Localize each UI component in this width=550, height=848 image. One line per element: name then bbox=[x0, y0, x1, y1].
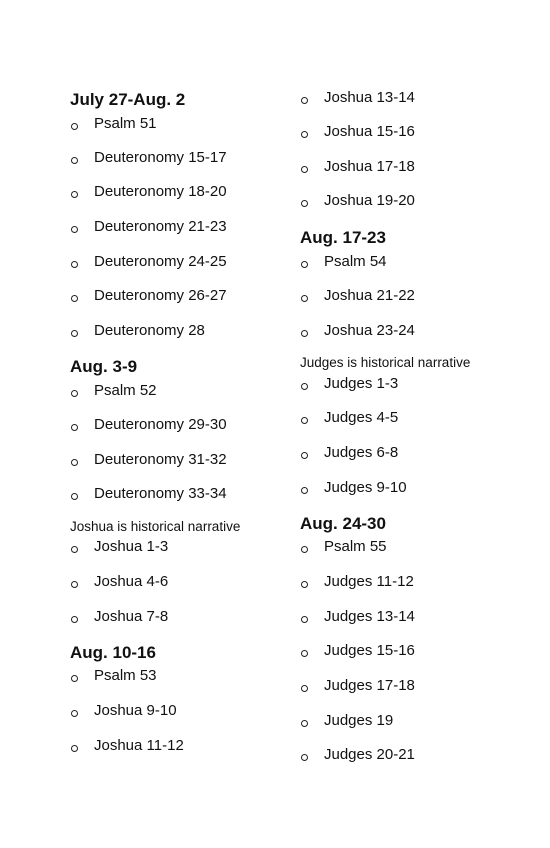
reading-item[interactable]: Deuteronomy 31-32 bbox=[70, 450, 227, 470]
reading-item[interactable]: Deuteronomy 28 bbox=[70, 321, 205, 341]
reading-item[interactable]: Judges 11-12 bbox=[300, 572, 414, 592]
checkbox-circle-icon[interactable] bbox=[301, 487, 308, 494]
reading-item[interactable]: Joshua 21-22 bbox=[300, 286, 415, 306]
reading-item[interactable]: Judges 6-8 bbox=[300, 443, 398, 463]
reading-item[interactable]: Judges 9-10 bbox=[300, 478, 407, 498]
checkbox-circle-icon[interactable] bbox=[71, 191, 78, 198]
checkbox-circle-icon[interactable] bbox=[301, 200, 308, 207]
checkbox-circle-icon[interactable] bbox=[301, 131, 308, 138]
checkbox-circle-icon[interactable] bbox=[71, 424, 78, 431]
week-heading: Aug. 24-30 bbox=[300, 514, 386, 533]
checkbox-circle-icon[interactable] bbox=[301, 417, 308, 424]
checkbox-circle-icon[interactable] bbox=[71, 745, 78, 752]
reading-item[interactable]: Joshua 7-8 bbox=[70, 607, 168, 627]
checkbox-circle-icon[interactable] bbox=[301, 650, 308, 657]
reading-item[interactable]: Joshua 1-3 bbox=[70, 537, 168, 557]
checkbox-circle-icon[interactable] bbox=[71, 157, 78, 164]
week-heading: Aug. 3-9 bbox=[70, 357, 138, 376]
reading-item[interactable]: Judges 15-16 bbox=[300, 641, 415, 661]
reading-item[interactable]: Joshua 9-10 bbox=[70, 701, 177, 721]
reading-item[interactable]: Joshua 11-12 bbox=[70, 736, 184, 756]
reading-item[interactable]: Psalm 53 bbox=[70, 666, 157, 686]
checkbox-circle-icon[interactable] bbox=[301, 546, 308, 553]
section-note: Judges is historical narrative bbox=[300, 355, 471, 370]
reading-item[interactable]: Joshua 13-14 bbox=[300, 88, 415, 108]
section-note: Joshua is historical narrative bbox=[70, 519, 241, 534]
reading-item[interactable]: Judges 1-3 bbox=[300, 374, 398, 394]
checkbox-circle-icon[interactable] bbox=[71, 616, 78, 623]
checkbox-circle-icon[interactable] bbox=[301, 720, 308, 727]
week-heading: Aug. 17-23 bbox=[300, 228, 386, 247]
checkbox-circle-icon[interactable] bbox=[71, 493, 78, 500]
reading-item[interactable]: Deuteronomy 33-34 bbox=[70, 484, 227, 504]
checkbox-circle-icon[interactable] bbox=[301, 616, 308, 623]
reading-item[interactable]: Deuteronomy 29-30 bbox=[70, 415, 227, 435]
reading-item[interactable]: Joshua 15-16 bbox=[300, 122, 415, 142]
checkbox-circle-icon[interactable] bbox=[71, 710, 78, 717]
reading-item[interactable]: Deuteronomy 21-23 bbox=[70, 217, 227, 237]
checkbox-circle-icon[interactable] bbox=[71, 390, 78, 397]
checkbox-circle-icon[interactable] bbox=[301, 383, 308, 390]
checkbox-circle-icon[interactable] bbox=[71, 226, 78, 233]
checkbox-circle-icon[interactable] bbox=[71, 261, 78, 268]
reading-item[interactable]: Joshua 17-18 bbox=[300, 157, 415, 177]
checkbox-circle-icon[interactable] bbox=[71, 459, 78, 466]
reading-item[interactable]: Joshua 19-20 bbox=[300, 191, 415, 211]
week-heading: July 27-Aug. 2 bbox=[70, 90, 186, 109]
reading-item[interactable]: Psalm 51 bbox=[70, 114, 157, 134]
checkbox-circle-icon[interactable] bbox=[301, 97, 308, 104]
reading-item[interactable]: Judges 4-5 bbox=[300, 408, 398, 428]
checkbox-circle-icon[interactable] bbox=[301, 261, 308, 268]
reading-item[interactable]: Judges 20-21 bbox=[300, 745, 415, 765]
checkbox-circle-icon[interactable] bbox=[71, 675, 78, 682]
checkbox-circle-icon[interactable] bbox=[71, 330, 78, 337]
reading-item[interactable]: Deuteronomy 18-20 bbox=[70, 182, 227, 202]
reading-item[interactable]: Joshua 23-24 bbox=[300, 321, 415, 341]
reading-item[interactable]: Deuteronomy 24-25 bbox=[70, 252, 227, 272]
reading-item[interactable]: Deuteronomy 26-27 bbox=[70, 286, 227, 306]
checkbox-circle-icon[interactable] bbox=[301, 754, 308, 761]
checkbox-circle-icon[interactable] bbox=[71, 123, 78, 130]
reading-item[interactable]: Psalm 52 bbox=[70, 381, 157, 401]
checkbox-circle-icon[interactable] bbox=[301, 295, 308, 302]
checkbox-circle-icon[interactable] bbox=[301, 581, 308, 588]
reading-item[interactable]: Judges 19 bbox=[300, 711, 393, 731]
reading-item[interactable]: Judges 13-14 bbox=[300, 607, 415, 627]
checkbox-circle-icon[interactable] bbox=[71, 581, 78, 588]
reading-item[interactable]: Deuteronomy 15-17 bbox=[70, 148, 227, 168]
checkbox-circle-icon[interactable] bbox=[301, 685, 308, 692]
reading-item[interactable]: Judges 17-18 bbox=[300, 676, 415, 696]
checkbox-circle-icon[interactable] bbox=[301, 452, 308, 459]
reading-item[interactable]: Joshua 4-6 bbox=[70, 572, 168, 592]
week-heading: Aug. 10-16 bbox=[70, 643, 156, 662]
checkbox-circle-icon[interactable] bbox=[71, 295, 78, 302]
reading-item[interactable]: Psalm 54 bbox=[300, 252, 387, 272]
checkbox-circle-icon[interactable] bbox=[71, 546, 78, 553]
reading-item[interactable]: Psalm 55 bbox=[300, 537, 387, 557]
checkbox-circle-icon[interactable] bbox=[301, 330, 308, 337]
checkbox-circle-icon[interactable] bbox=[301, 166, 308, 173]
